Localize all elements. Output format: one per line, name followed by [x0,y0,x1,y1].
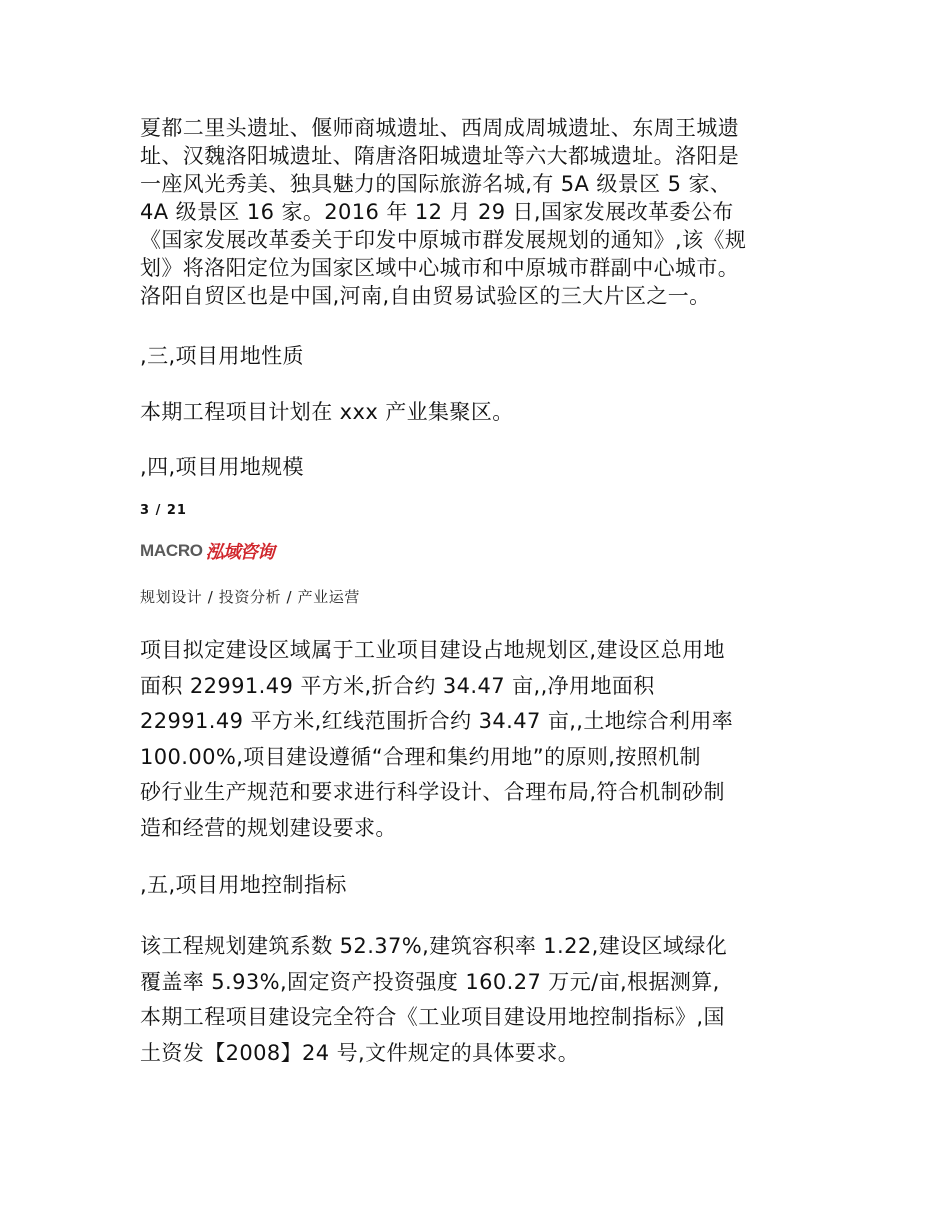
text-line: 造和经营的规划建设要求。 [140,815,397,840]
section-3-text: 本期工程项目计划在 xxx 产业集聚区。 [140,400,514,424]
text-line: 4A 级景区 16 家。2016 年 12 月 29 日,国家发展改革委公布 [140,200,734,224]
page-number: 3 / 21 [140,503,187,518]
text-line: 项目拟定建设区域属于工业项目建设占地规划区,建设区总用地 [140,638,725,662]
company-logo [140,539,274,563]
text-line: 址、汉魏洛阳城遗址、隋唐洛阳城遗址等六大都城遗址。洛阳是 [140,144,740,168]
text-line: 22991.49 平方米,红线范围折合约 34.47 亩,,土地综合利用率 [140,709,734,734]
text-line: 夏都二里头遗址、偃师商城遗址、西周成周城遗址、东周王城遗 [140,116,740,140]
section-3-heading: ,三,项目用地性质 [140,344,304,368]
text-line: 覆盖率 5.93%,固定资产投资强度 160.27 万元/亩,根据测算, [140,969,720,994]
text-line: 砂行业生产规范和要求进行科学设计、合理布局,符合机制砂制 [140,780,725,805]
text-line: 洛阳自贸区也是中国,河南,自由贸易试验区的三大片区之一。 [140,284,711,308]
text-line: 土资发【2008】24 号,文件规定的具体要求。 [140,1040,580,1065]
header-tagline: 规划设计 / 投资分析 / 产业运营 [140,588,360,606]
text-line: 本期工程项目建设完全符合《工业项目建设用地控制指标》,国 [140,1005,725,1030]
section-4-heading: ,四,项目用地规模 [140,455,304,479]
text-line: 一座风光秀美、独具魅力的国际旅游名城,有 5A 级景区 5 家、 [140,172,732,196]
logo-chinese-text: 泓域咨询 [205,542,274,563]
land-scale-paragraph [140,633,820,847]
logo-english-text: MACRO [140,541,203,560]
text-line: 面积 22991.49 平方米,折合约 34.47 亩,,净用地面积 [140,673,655,698]
text-line: 该工程规划建筑系数 52.37%,建筑容积率 1.22,建设区域绿化 [140,934,728,958]
land-control-paragraph [140,929,820,1071]
intro-paragraph [140,114,820,310]
text-line: 《国家发展改革委关于印发中原城市群发展规划的通知》,该《规 [140,228,747,252]
section-5-heading: ,五,项目用地控制指标 [140,873,347,897]
text-line: 100.00%,项目建设遵循“合理和集约用地”的原则,按照机制 [140,744,701,769]
text-line: 划》将洛阳定位为国家区域中心城市和中原城市群副中心城市。 [140,256,740,280]
